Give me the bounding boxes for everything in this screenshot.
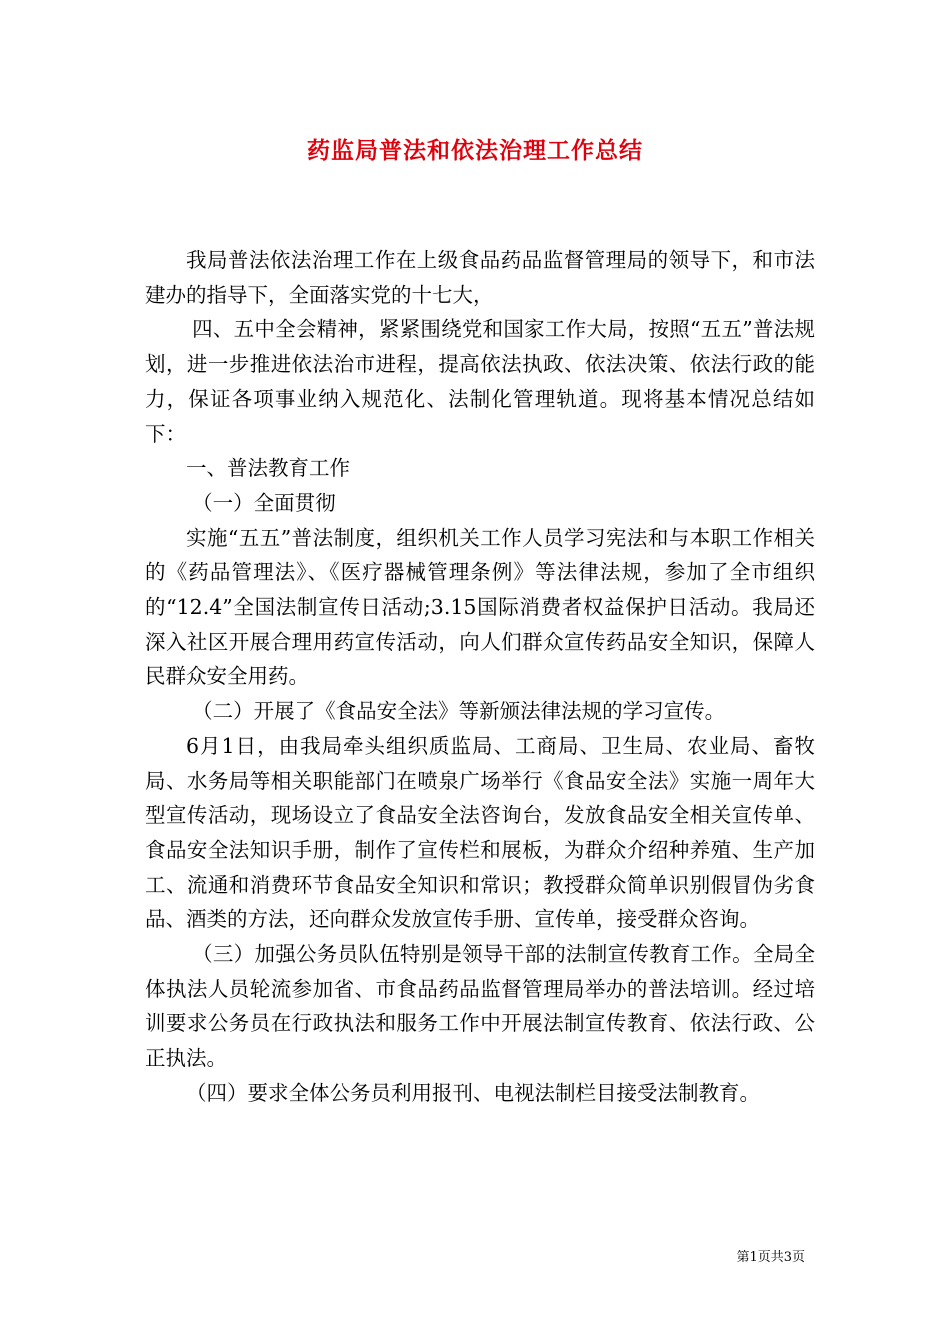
paragraph: 我局普法依法治理工作在上级食品药品监督管理局的领导下，和市法建办的指导下，全面落实党的十七大，	[145, 248, 815, 307]
document-body	[145, 243, 815, 1111]
paragraph: （三）加强公务员队伍特别是领导干部的法制宣传教育工作。全局全体执法人员轮流参加省、市食品药品监督管理局举办的普法培训。经过培训要求公务员在行政执法和服务工作中开展法制宣传教育、依法行政、公正执法。	[145, 942, 815, 1071]
subsection-heading: （一）全面贯彻	[192, 490, 336, 515]
paragraph: 四、五中全会精神，紧紧围绕党和国家工作大局，按照“五五”普法规划，进一步推进依法治市进程，提高依法执政、依法决策、依法行政的能力，保证各项事业纳入规范化、法制化管理轨道。现将基本情况总结如下：	[145, 317, 815, 446]
subsection-heading: （二）开展了《食品安全法》等新颁法律法规的学习宣传。	[192, 699, 726, 724]
document-title: 药监局普法和依法治理工作总结	[307, 137, 643, 164]
paragraph: 实施“五五”普法制度，组织机关工作人员学习宪法和与本职工作相关的《药品管理法》、《医疗器械管理条例》等法律法规，参加了全市组织的“12.4”全国法制宣传日活动;3.15国际消费者权益保护日活动。我局还深入社区开展合理用药宣传活动，向人们群众宣传药品安全知识，保障人民群众安全用药。	[145, 525, 815, 689]
page-number: 第1页共3页	[736, 1250, 805, 1265]
paragraph: （四）要求全体公务员利用报刊、电视法制栏目接受法制教育。	[186, 1080, 760, 1105]
paragraph: 6月1日，由我局牵头组织质监局、工商局、卫生局、农业局、畜牧局、水务局等相关职能部门在喷泉广场举行《食品安全法》实施一周年大型宣传活动，现场设立了食品安全法咨询台，发放食品安全相关宣传单、食品安全法知识手册，制作了宣传栏和展板，为群众介绍种养殖、生产加工、流通和消费环节食品安全知识和常识；教授群众简单识别假冒伪劣食品、酒类的方法，还向群众发放宣传手册、宣传单，接受群众咨询。	[145, 733, 815, 932]
section-heading: 一、普法教育工作	[186, 456, 350, 481]
